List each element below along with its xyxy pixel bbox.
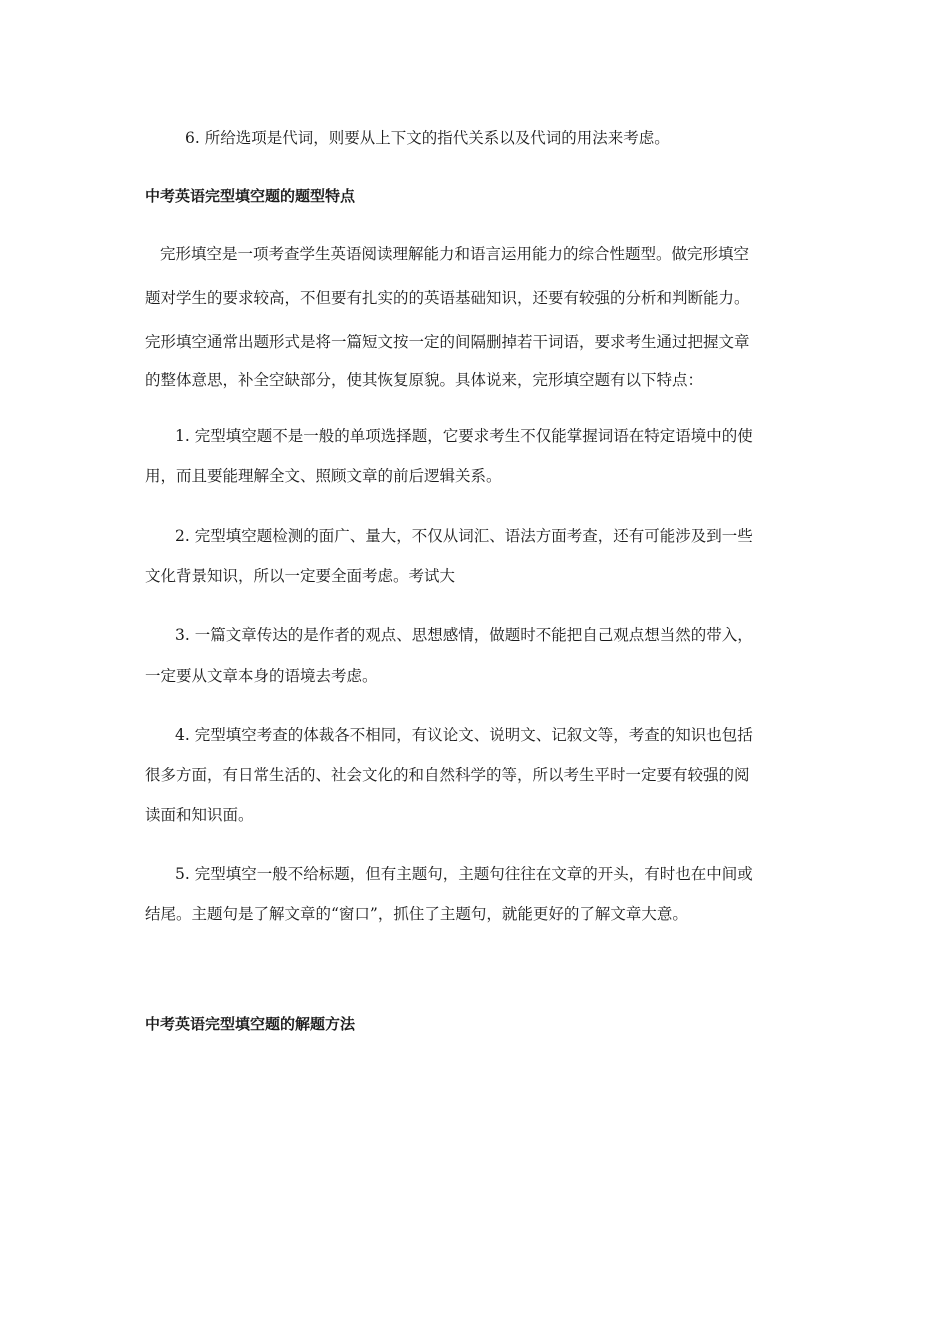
- point-2-line: 文化背景知识，所以一定要全面考虑。考试大: [145, 567, 456, 585]
- point-1-line: 用，而且要能理解全文、照顾文章的前后逻辑关系。: [145, 467, 502, 485]
- section-heading-methods: 中考英语完型填空题的解题方法: [145, 1015, 356, 1033]
- intro-paragraph-line: 的整体意思，补全空缺部分，使其恢复原貌。具体说来，完形填空题有以下特点：: [145, 371, 704, 389]
- point-2-line: 2. 完型填空题检测的面广、量大，不仅从词汇、语法方面考查，还有可能涉及到一些: [175, 527, 753, 545]
- point-4-line: 4. 完型填空考查的体裁各不相同，有议论文、说明文、记叙文等，考查的知识也包括: [175, 726, 753, 744]
- point-5-line: 结尾。主题句是了解文章的“窗口”，抓住了主题句，就能更好的了解文章大意。: [145, 905, 688, 923]
- point-3-line: 3. 一篇文章传达的是作者的观点、思想感情，做题时不能把自己观点想当然的带入，: [175, 626, 753, 644]
- point-4-line: 读面和知识面。: [145, 806, 254, 824]
- point-1-line: 1. 完型填空题不是一般的单项选择题，它要求考生不仅能掌握词语在特定语境中的使: [175, 427, 753, 445]
- point-4-line: 很多方面，有日常生活的、社会文化的和自然科学的等，所以考生平时一定要有较强的阅: [145, 766, 750, 784]
- point-5-line: 5. 完型填空一般不给标题，但有主题句，主题句往往在文章的开头，有时也在中间或: [175, 865, 753, 883]
- intro-paragraph-line: 完形填空是一项考查学生英语阅读理解能力和语言运用能力的综合性题型。做完形填空: [160, 245, 750, 263]
- intro-paragraph-line: 题对学生的要求较高，不但要有扎实的的英语基础知识，还要有较强的分析和判断能力。: [145, 289, 750, 307]
- point-3-line: 一定要从文章本身的语境去考虑。: [145, 667, 378, 685]
- intro-paragraph-line: 完形填空通常出题形式是将一篇短文按一定的间隔删掉若干词语，要求考生通过把握文章: [145, 333, 750, 351]
- section-heading-features: 中考英语完型填空题的题型特点: [145, 187, 356, 205]
- list-item-6: 6. 所给选项是代词，则要从上下文的指代关系以及代词的用法来考虑。: [185, 129, 670, 147]
